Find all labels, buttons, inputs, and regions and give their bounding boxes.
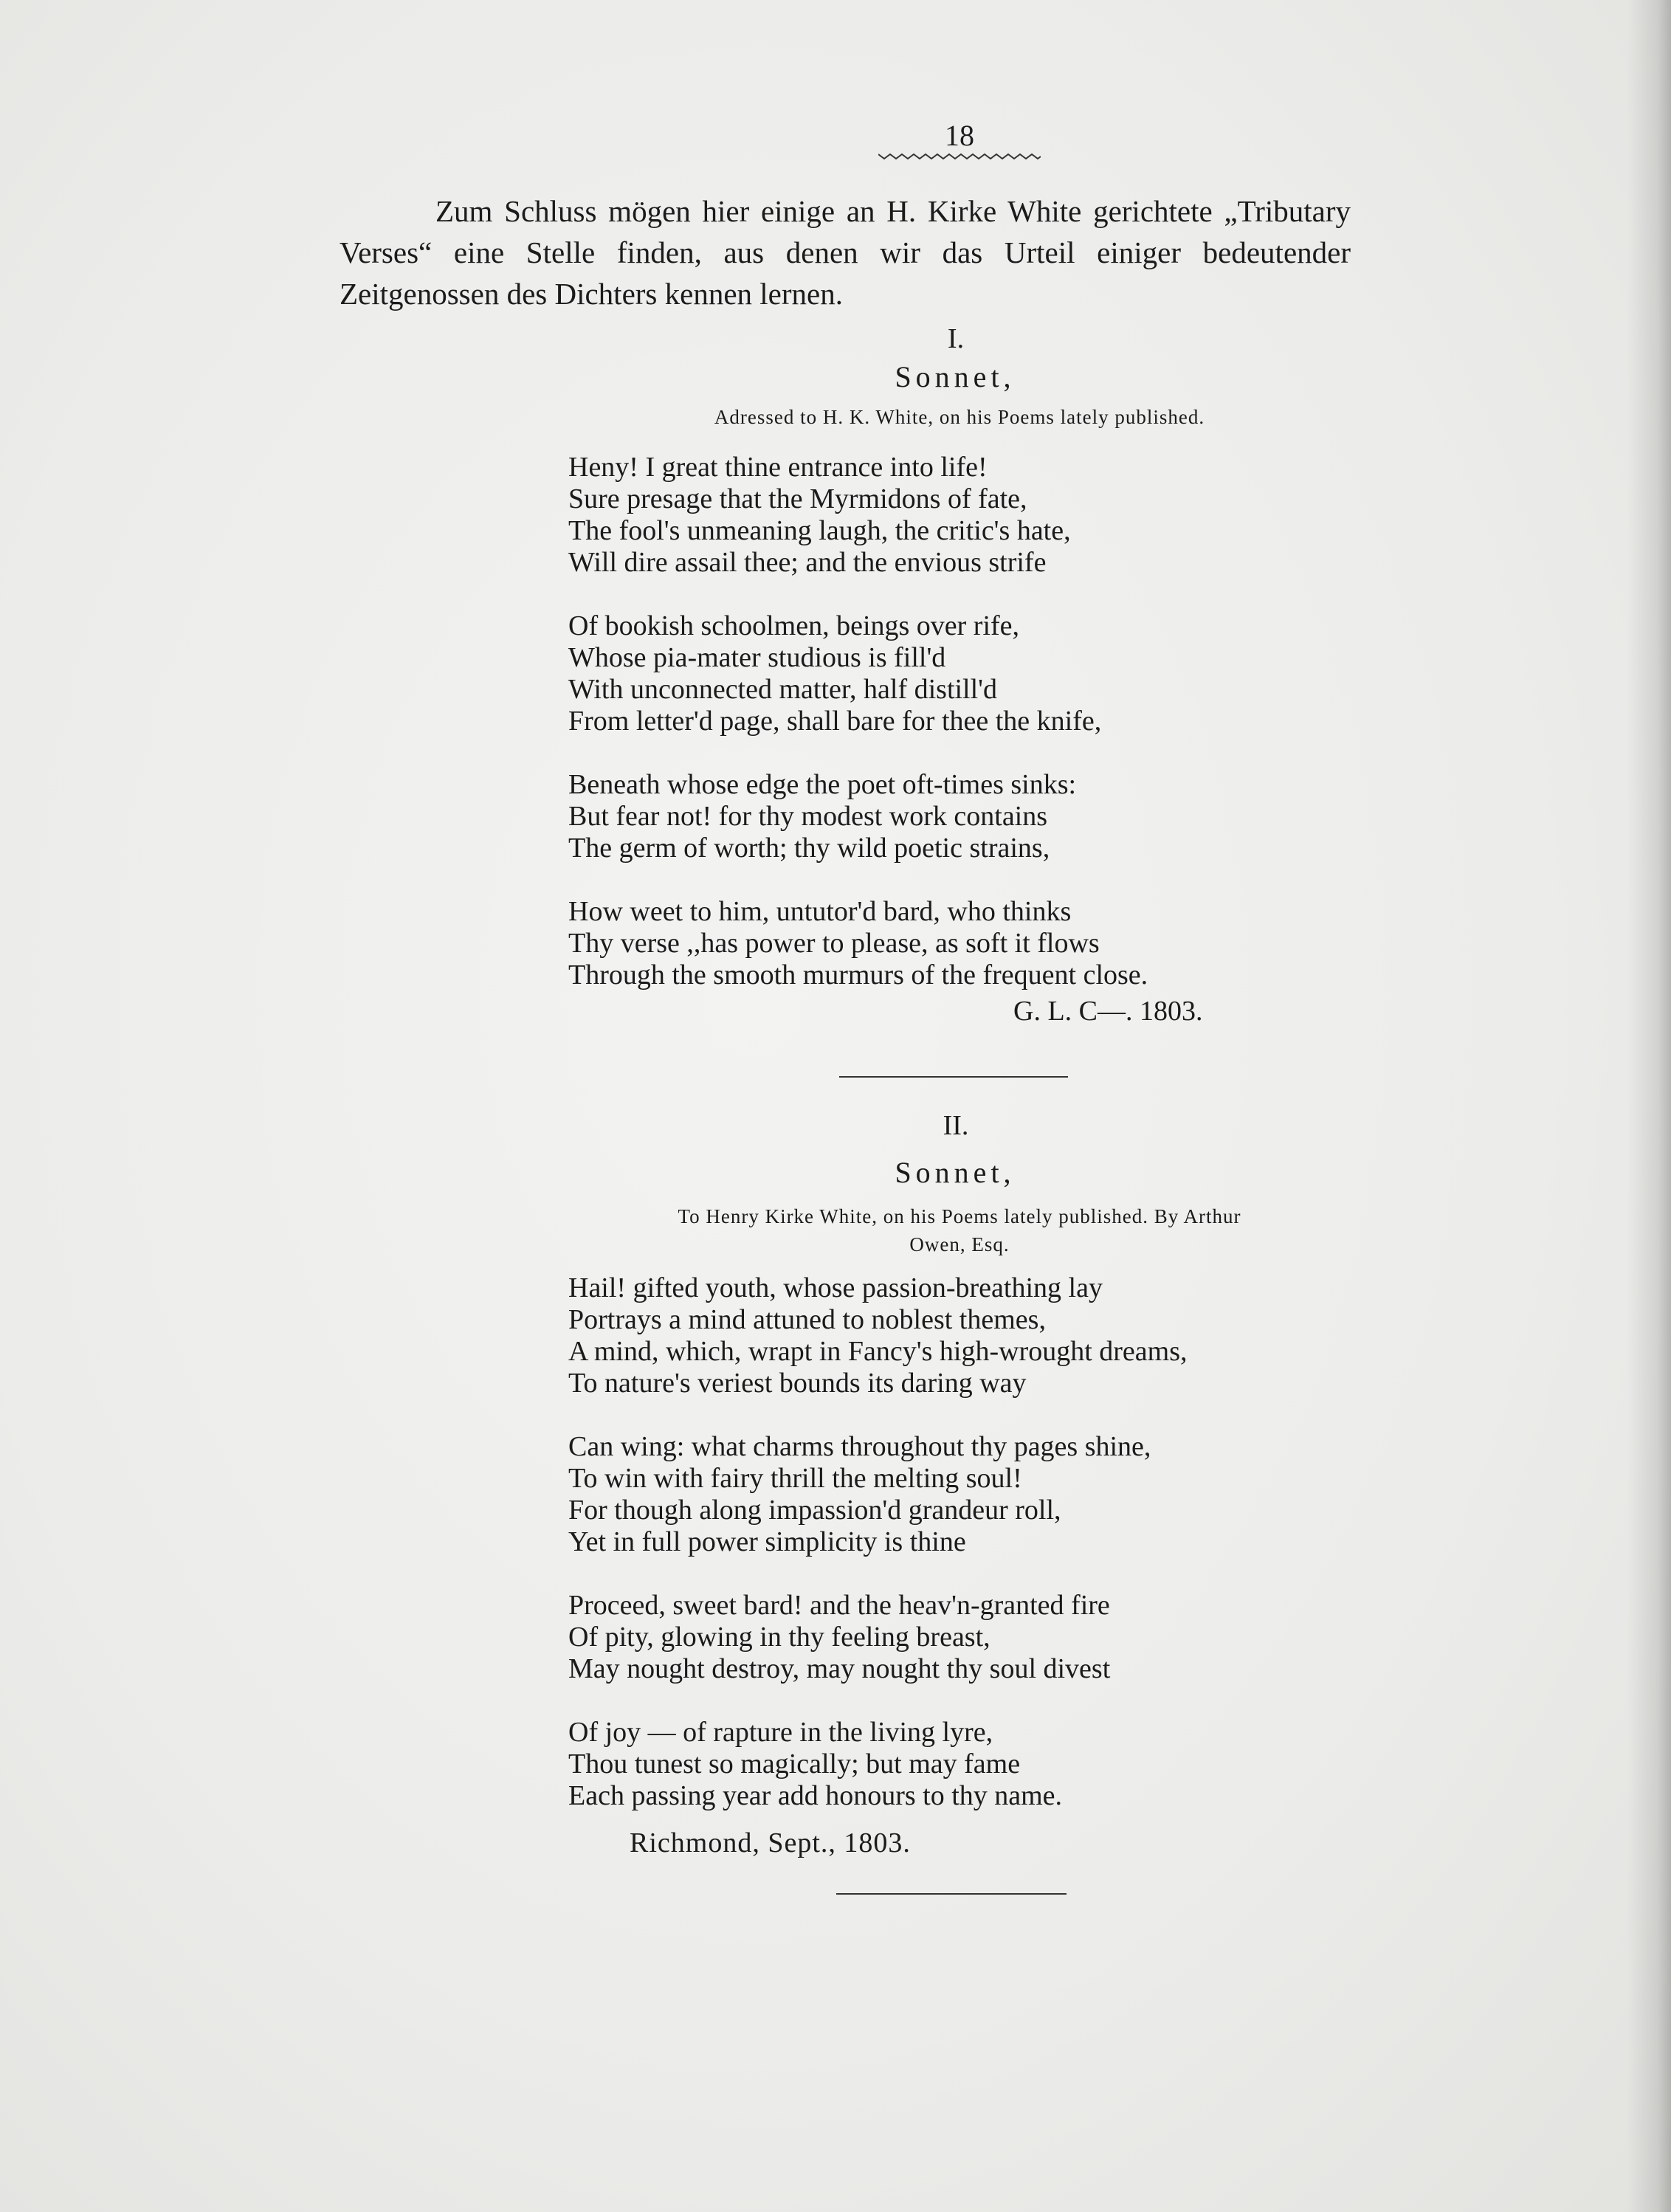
- verse-line: Thy verse ,,has power to please, as soft it flows: [568, 928, 1100, 959]
- poem-2-subtitle: [554, 1202, 1365, 1258]
- poem-2-body: [568, 1272, 1188, 1812]
- intro-text: Zum Schluss mögen hier einige an H. Kirke White gerichtete „Tributary Verses“ eine Stelle finden, aus denen wir das Urteil einiger bedeutender Zeitgenossen des Dichters kennen lernen.: [340, 194, 1351, 311]
- poem-1-title: Sonnet,: [895, 360, 1016, 393]
- poem-1-subtitle: [590, 403, 1329, 431]
- verse-line: The germ of worth; thy wild poetic strains,: [568, 833, 1050, 864]
- subtitle-line: Owen, Esq.: [909, 1233, 1010, 1255]
- verse-line: Will dire assail thee; and the envious strife: [568, 547, 1047, 578]
- poem-2-signature: Richmond, Sept., 1803.: [630, 1827, 911, 1858]
- section-divider: [839, 1076, 1068, 1078]
- stanza: [568, 1272, 1188, 1399]
- verse-line: But fear not! for thy modest work contains: [568, 801, 1048, 832]
- poem-2-numeral: II.: [943, 1110, 969, 1141]
- page-edge-shadow: [1627, 0, 1671, 2212]
- verse-line: How weet to him, untutor'd bard, who thinks: [568, 896, 1072, 927]
- verse-line: Through the smooth murmurs of the frequent close.: [568, 959, 1148, 990]
- verse-line: Of bookish schoolmen, beings over rife,: [568, 610, 1020, 641]
- stanza: [568, 769, 1148, 864]
- verse-line: Yet in full power simplicity is thine: [568, 1526, 966, 1557]
- verse-line: A mind, which, wrapt in Fancy's high-wrought dreams,: [568, 1336, 1188, 1367]
- verse-line: To win with fairy thrill the melting soul!: [568, 1463, 1022, 1494]
- verse-line: Whose pia-mater studious is fill'd: [568, 642, 946, 673]
- stanza: [568, 610, 1148, 737]
- verse-line: Beneath whose edge the poet oft-times sinks:: [568, 769, 1077, 800]
- intro-paragraph: [340, 190, 1351, 314]
- section-divider: [836, 1893, 1067, 1895]
- stanza: [568, 1590, 1188, 1685]
- verse-line: Each passing year add honours to thy name.: [568, 1780, 1063, 1811]
- stanza: [568, 1717, 1188, 1812]
- verse-line: May nought destroy, may nought thy soul divest: [568, 1653, 1111, 1684]
- verse-line: Thou tunest so magically; but may fame: [568, 1748, 1021, 1779]
- stanza: [568, 1431, 1188, 1558]
- verse-line: Of pity, glowing in thy feeling breast,: [568, 1622, 990, 1653]
- verse-line: Heny! I great thine entrance into life!: [568, 452, 988, 483]
- poem-1-signature: G. L. C—. 1803.: [1013, 996, 1203, 1027]
- poem-2-title: Sonnet,: [895, 1156, 1016, 1189]
- stanza: [568, 452, 1148, 579]
- verse-line: Of joy — of rapture in the living lyre,: [568, 1717, 993, 1748]
- subtitle-line: To Henry Kirke White, on his Poems lately published. By Arthur: [678, 1205, 1241, 1227]
- verse-line: Hail! gifted youth, whose passion-breathing lay: [568, 1272, 1103, 1303]
- stanza: [568, 896, 1148, 991]
- verse-line: Can wing: what charms throughout thy pages shine,: [568, 1431, 1151, 1462]
- verse-line: From letter'd page, shall bare for thee the knife,: [568, 706, 1102, 737]
- verse-line: For though along impassion'd grandeur roll,: [568, 1495, 1061, 1526]
- verse-line: With unconnected matter, half distill'd: [568, 674, 998, 705]
- verse-line: Sure presage that the Myrmidons of fate,: [568, 483, 1027, 514]
- wavy-rule-ornament: [878, 152, 1041, 161]
- verse-line: To nature's veriest bounds its daring way: [568, 1368, 1027, 1399]
- page-number: 18: [945, 119, 974, 152]
- verse-line: Proceed, sweet bard! and the heav'n-granted fire: [568, 1590, 1110, 1621]
- verse-line: The fool's unmeaning laugh, the critic's hate,: [568, 515, 1071, 546]
- poem-1-body: [568, 452, 1148, 991]
- verse-line: Portrays a mind attuned to noblest themes,: [568, 1304, 1046, 1335]
- poem-1-numeral: I.: [947, 323, 965, 354]
- subtitle-line: Adressed to H. K. White, on his Poems lately published.: [714, 406, 1205, 428]
